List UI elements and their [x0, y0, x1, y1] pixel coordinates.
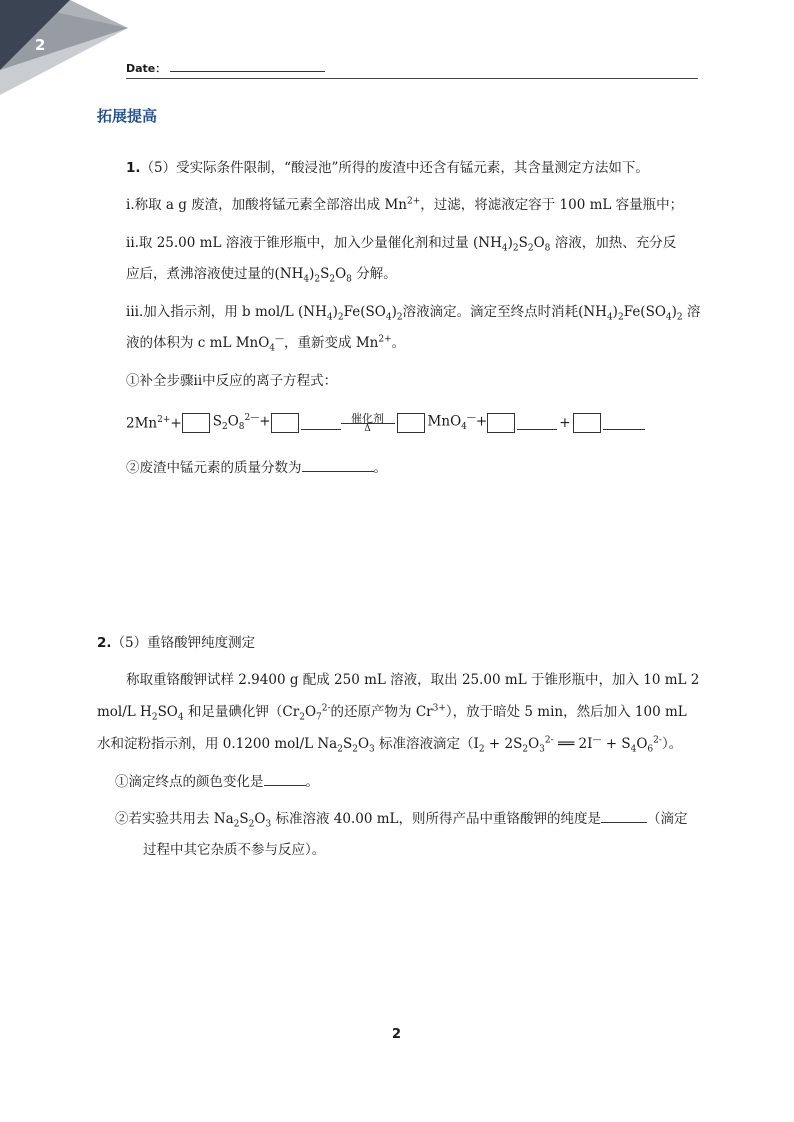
header-rule — [126, 78, 698, 79]
q1-number: 1. — [126, 160, 141, 176]
q1-step-ii-line2: 应后，煮沸溶液使过量的$(NH_4)_2S_2O_8$ 分解。 — [126, 266, 397, 285]
q2-sub2-line1: ②若实验共用去 $Na_2S_2O_3$ 标准溶液 40.00 mL，则所得产品中重铬酸钾的纯度是 （滴定 — [115, 811, 688, 830]
q1-step-iii-line2: 液的体积为 c mL MnO$_4$—，重新变成 $Mn^{2+}$。 — [126, 334, 406, 354]
coefficient-box[interactable] — [573, 413, 601, 433]
arrow-catalyst-label: 催化剂 — [351, 412, 385, 425]
coefficient-box[interactable] — [397, 413, 425, 433]
arrow-heat-label: Δ — [364, 424, 371, 434]
q1-step-iii-line1: iii.加入指示剂，用 b mol/L $(NH_4)_2Fe(SO_4)_2$溶液滴定。滴定至终点时消耗$(NH_4)_2Fe(SO_4)_2$ 溶 — [126, 304, 701, 323]
q1-sub1-prompt: ①补全步骤ii中反应的离子方程式： — [126, 373, 338, 389]
q1-step-i: i.称取 a g 废渣，加酸将锰元素全部溶出成 $Mn^{2+}$，过滤，将滤液定容于 100 mL 容量瓶中； — [126, 196, 684, 213]
q1-intro: 1.（5）受实际条件限制，“酸浸池”所得的废渣中还含有锰元素，其含量测定方法如下。 — [126, 160, 649, 176]
date-label: Date： — [126, 62, 167, 75]
q2-title: 2.（5）重铬酸钾纯度测定 — [97, 635, 256, 651]
coefficient-box[interactable] — [487, 413, 515, 433]
coefficient-box[interactable] — [271, 413, 299, 433]
corner-page-number: 2 — [35, 36, 46, 54]
coefficient-box[interactable] — [182, 413, 210, 433]
q2-para-line1: 称取重铬酸钾试样 2.9400 g 配成 250 mL 溶液，取出 25.00 mL 于锥形瓶中，加入 10 mL 2 — [126, 672, 700, 688]
q1-sub2: ②废渣中锰元素的质量分数为 。 — [126, 460, 387, 476]
date-blank-line[interactable] — [170, 71, 325, 72]
formula-blank[interactable] — [517, 417, 557, 430]
q1-equation: $2Mn^{2+}+$ $S_2O_8^{2—}+$ 催化剂 Δ MnO$_4$—+ + — [126, 408, 645, 438]
reaction-arrow — [341, 410, 395, 436]
footer-page-number: 2 — [392, 1027, 402, 1042]
section-title: 拓展提高 — [97, 107, 158, 125]
formula-blank[interactable] — [603, 417, 645, 430]
q2-para-line3: 水和淀粉指示剂，用 0.1200 mol/L $Na_2S_2O_3$ 标准溶液滴定（$I_2 + 2S_2O_3^{2-}$ ══ $2I^— + S_4O_6^{2-}$）。 — [97, 735, 683, 755]
q2-sub1: ①滴定终点的颜色变化是 。 — [115, 774, 319, 790]
corner-page-badge-graphic — [0, 0, 140, 100]
formula-blank[interactable] — [301, 417, 341, 430]
answer-blank[interactable] — [601, 810, 647, 823]
q2-para-line2: mol/L $H_2SO_4$ 和足量碘化钾（$Cr_2O_7^{2-}$的还原产物为 $Cr^{3+}$），放于暗处 5 min，然后加入 100 mL — [97, 703, 687, 723]
q2-sub2-line2: 过程中其它杂质不参与反应）。 — [143, 842, 326, 858]
q1-step-ii-line1: ii.取 25.00 mL 溶液于锥形瓶中，加入少量催化剂和过量 $(NH_4)_2S_2O_8$ 溶液，加热、充分反 — [126, 235, 677, 254]
q2-number: 2. — [97, 635, 112, 651]
answer-blank[interactable] — [264, 773, 306, 786]
answer-blank[interactable] — [302, 459, 374, 472]
